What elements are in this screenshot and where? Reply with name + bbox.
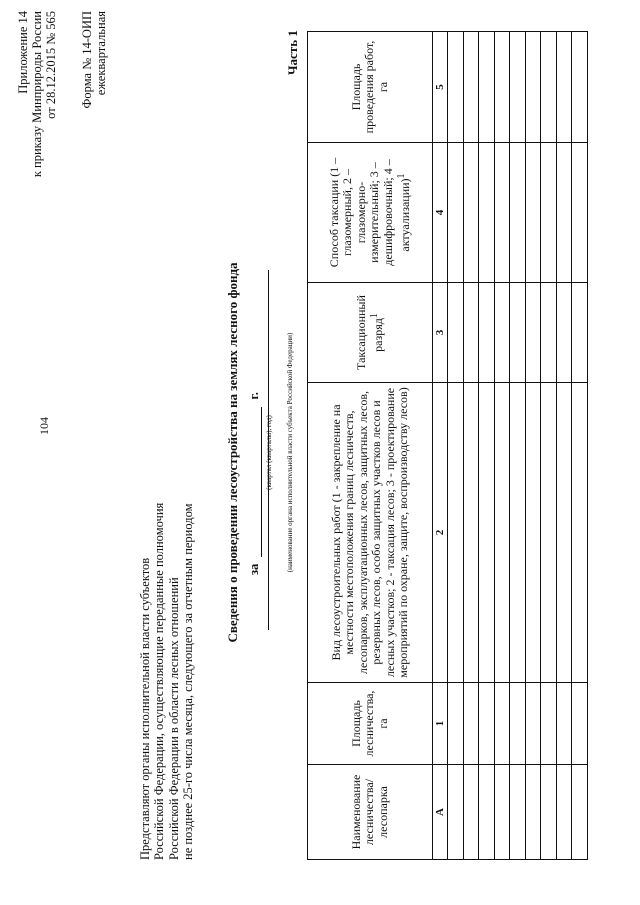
column-number: 1: [433, 683, 448, 765]
table-cell[interactable]: [463, 283, 479, 383]
table-cell[interactable]: [556, 283, 572, 383]
table-cell[interactable]: [556, 143, 572, 283]
appendix-line: от 28.12.2015 № 565: [44, 11, 58, 119]
period-suffix: г.: [247, 392, 261, 400]
table-row: [448, 32, 464, 860]
column-number: 5: [433, 32, 448, 143]
table-row: [556, 32, 572, 860]
table-cell[interactable]: [525, 32, 541, 143]
part-label: Часть 1: [285, 30, 300, 75]
document-title: Сведения о проведении лесоустройства на землях лесного фонда: [225, 262, 240, 643]
table-cell[interactable]: [479, 765, 495, 860]
table-cell[interactable]: [448, 283, 464, 383]
table-cell[interactable]: [556, 765, 572, 860]
appendix-header: [16, 11, 58, 221]
table-cell[interactable]: [525, 765, 541, 860]
submitter-line: Российской Федерации, осуществляющие переданные полномочия: [152, 502, 167, 860]
header-cell: Вид лесоустроительных работ (1 - закрепление на местности местоположения границ лесничеств, лесопарков, эксплуатационных лесов, защитных лесов, резервных лесов, особо защитных участков лесов и лесных участков; 2 - таксация лесов; 3 - проектирование мероприятий по охране, защите, воспроизводству лесов): [308, 383, 433, 683]
table-cell[interactable]: [510, 143, 526, 283]
table-row: [572, 32, 588, 860]
table-cell[interactable]: [448, 765, 464, 860]
table-cell[interactable]: [479, 683, 495, 765]
column-number: А: [433, 765, 448, 860]
header-cell: Наименование лесничества/ лесопарка: [308, 765, 433, 860]
table-cell[interactable]: [541, 283, 557, 383]
table-cell[interactable]: [556, 383, 572, 683]
header-cell: Площадь лесничества, га: [308, 683, 433, 765]
form-name: Форма № 14-ОИП: [80, 11, 94, 109]
table-cell[interactable]: [525, 383, 541, 683]
table-cell[interactable]: [510, 765, 526, 860]
table-cell[interactable]: [448, 683, 464, 765]
column-number: 3: [433, 283, 448, 383]
table-cell[interactable]: [463, 683, 479, 765]
submitter-line: Российской Федерации в области лесных отношений: [166, 577, 181, 860]
table-row: [541, 32, 557, 860]
table-cell[interactable]: [494, 143, 510, 283]
footnote-mark: 1: [369, 313, 380, 319]
org-caption: (наименование органа исполнительной власти субъекта Российской Федерации): [286, 332, 294, 573]
table-cell[interactable]: [541, 383, 557, 683]
table-cell[interactable]: [572, 32, 588, 143]
table-row: [510, 32, 526, 860]
table-cell[interactable]: [525, 143, 541, 283]
table-cell[interactable]: [510, 32, 526, 143]
appendix-line: Приложение 14: [16, 11, 30, 94]
table-cell[interactable]: [463, 765, 479, 860]
submitter-line: Представляют органы исполнительной власти субъектов: [138, 557, 152, 860]
header-cell: Площадь проведения работ, га: [308, 32, 433, 143]
table-cell[interactable]: [541, 143, 557, 283]
page-number: 104: [37, 417, 51, 435]
table-cell[interactable]: [479, 383, 495, 683]
table-cell[interactable]: [494, 683, 510, 765]
table-cell[interactable]: [494, 383, 510, 683]
form-frequency: ежеквартальная: [94, 11, 108, 96]
table-cell[interactable]: [448, 32, 464, 143]
table-cell[interactable]: [494, 765, 510, 860]
table-cell[interactable]: [494, 283, 510, 383]
column-number: 2: [433, 383, 448, 683]
table-cell[interactable]: [556, 683, 572, 765]
table-cell[interactable]: [525, 283, 541, 383]
org-input-line[interactable]: [268, 270, 269, 630]
table-cell[interactable]: [448, 143, 464, 283]
table-cell[interactable]: [510, 383, 526, 683]
column-number-row: [433, 32, 448, 860]
table-cell[interactable]: [463, 32, 479, 143]
submitter-line: не позднее 25-го числа месяца, следующего за отчетным периодом: [180, 503, 195, 860]
table-cell[interactable]: [541, 765, 557, 860]
table-cell[interactable]: [479, 143, 495, 283]
table-cell[interactable]: [494, 32, 510, 143]
table-cell[interactable]: [510, 683, 526, 765]
table-cell[interactable]: [572, 383, 588, 683]
header-cell: Таксационный разряд$^1$: [308, 283, 433, 383]
period-input-line[interactable]: [249, 407, 262, 557]
header-cell: Способ таксации (1 – глазомерный, 2 – глазомерно-измерительный; 3 – дешифровочный; 4 – актуализации)$^1$: [308, 143, 433, 283]
table-cell[interactable]: [463, 383, 479, 683]
table-cell[interactable]: [556, 32, 572, 143]
period-caption: (квартал (кварталы), год): [265, 415, 273, 490]
footnote-mark: 1: [396, 173, 407, 179]
table-cell[interactable]: [525, 683, 541, 765]
table-row: [479, 32, 495, 860]
table-cell[interactable]: [541, 32, 557, 143]
table-cell[interactable]: [541, 683, 557, 765]
table-cell[interactable]: [510, 283, 526, 383]
table-cell[interactable]: [572, 143, 588, 283]
data-table: [307, 31, 588, 860]
table-row: [463, 32, 479, 860]
table-cell[interactable]: [572, 283, 588, 383]
period-row: [247, 392, 262, 575]
table-cell[interactable]: [572, 683, 588, 765]
table-header-row: [308, 32, 433, 860]
submitter-block: [138, 440, 195, 860]
table-cell[interactable]: [448, 383, 464, 683]
table-cell[interactable]: [572, 765, 588, 860]
period-prefix: за: [247, 563, 261, 575]
table-cell[interactable]: [479, 32, 495, 143]
table-row: [525, 32, 541, 860]
table-cell[interactable]: [463, 143, 479, 283]
form-label: [80, 11, 108, 221]
appendix-line: к приказу Минприроды России: [30, 11, 44, 178]
table-cell[interactable]: [479, 283, 495, 383]
column-number: 4: [433, 143, 448, 283]
table-row: [494, 32, 510, 860]
